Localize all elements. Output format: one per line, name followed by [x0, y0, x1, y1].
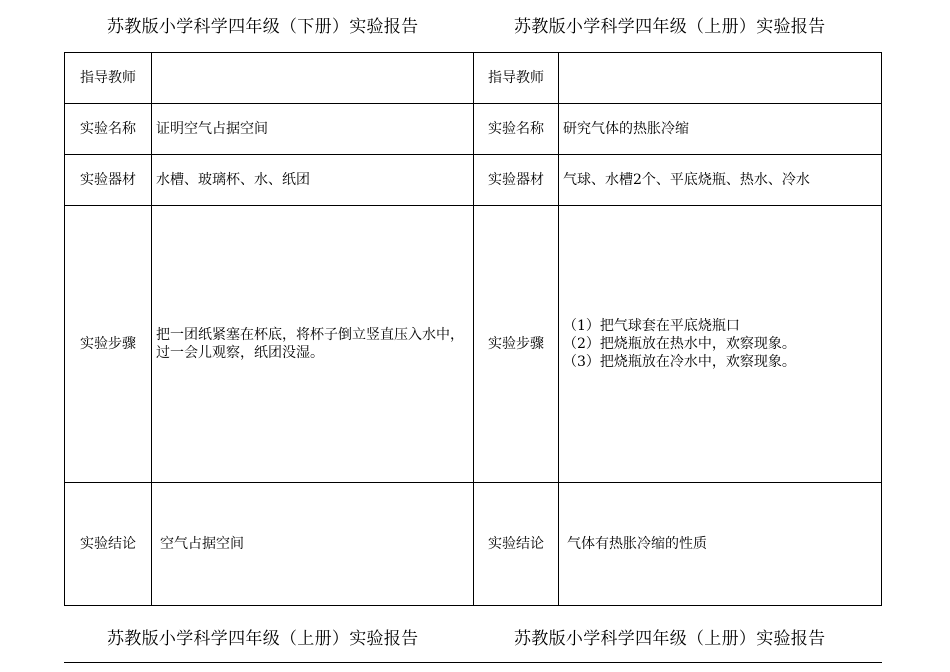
steps-label: 实验步骤: [474, 206, 559, 483]
step-item: （3）把烧瓶放在冷水中，欢察现象。: [563, 354, 796, 370]
conclusion-value: 气体有热胀冷缩的性质: [559, 483, 882, 606]
step-item: （1）把气球套在平底烧瓶口: [563, 318, 740, 334]
steps-row: [474, 206, 882, 483]
teacher-row: [65, 53, 474, 104]
teacher-row: [474, 53, 882, 104]
conclusion-row: [474, 483, 882, 606]
teacher-label: 指导教师: [474, 53, 559, 104]
equipment-value: 水槽、玻璃杯、水、纸团: [152, 155, 474, 206]
experiment-name-row: [65, 104, 474, 155]
teacher-label: 指导教师: [65, 53, 152, 104]
experiment-name-value: 证明空气占据空间: [152, 104, 474, 155]
equipment-row: [474, 155, 882, 206]
right-report-table: [473, 52, 882, 606]
steps-value: 把一团纸紧塞在杯底，将杯子倒立竖直压入水中，过一会儿观察，纸团没湿。: [152, 206, 474, 483]
experiment-name-label: 实验名称: [474, 104, 559, 155]
steps-value: [559, 206, 882, 483]
step-item: （2）把烧瓶放在热水中，欢察现象。: [563, 336, 796, 352]
experiment-name-label: 实验名称: [65, 104, 152, 155]
equipment-label: 实验器材: [474, 155, 559, 206]
conclusion-value: 空气占据空间: [152, 483, 474, 606]
teacher-value: [152, 53, 474, 104]
experiment-name-value: 研究气体的热胀冷缩: [559, 104, 882, 155]
equipment-label: 实验器材: [65, 155, 152, 206]
steps-label: 实验步骤: [65, 206, 152, 483]
conclusion-row: [65, 483, 474, 606]
experiment-name-row: [474, 104, 882, 155]
steps-row: [65, 206, 474, 483]
report-heading-left: 苏教版小学科学四年级（下册）实验报告: [107, 17, 419, 37]
equipment-row: [65, 155, 474, 206]
report-heading-right: 苏教版小学科学四年级（上册）实验报告: [514, 17, 826, 37]
equipment-value: 气球、水槽2个、平底烧瓶、热水、冷水: [559, 155, 882, 206]
conclusion-label: 实验结论: [474, 483, 559, 606]
next-report-heading-left: 苏教版小学科学四年级（上册）实验报告: [107, 629, 419, 649]
next-table-top-border: [64, 662, 882, 663]
teacher-value: [559, 53, 882, 104]
left-report-table: [64, 52, 474, 606]
next-report-heading-right: 苏教版小学科学四年级（上册）实验报告: [514, 629, 826, 649]
conclusion-label: 实验结论: [65, 483, 152, 606]
